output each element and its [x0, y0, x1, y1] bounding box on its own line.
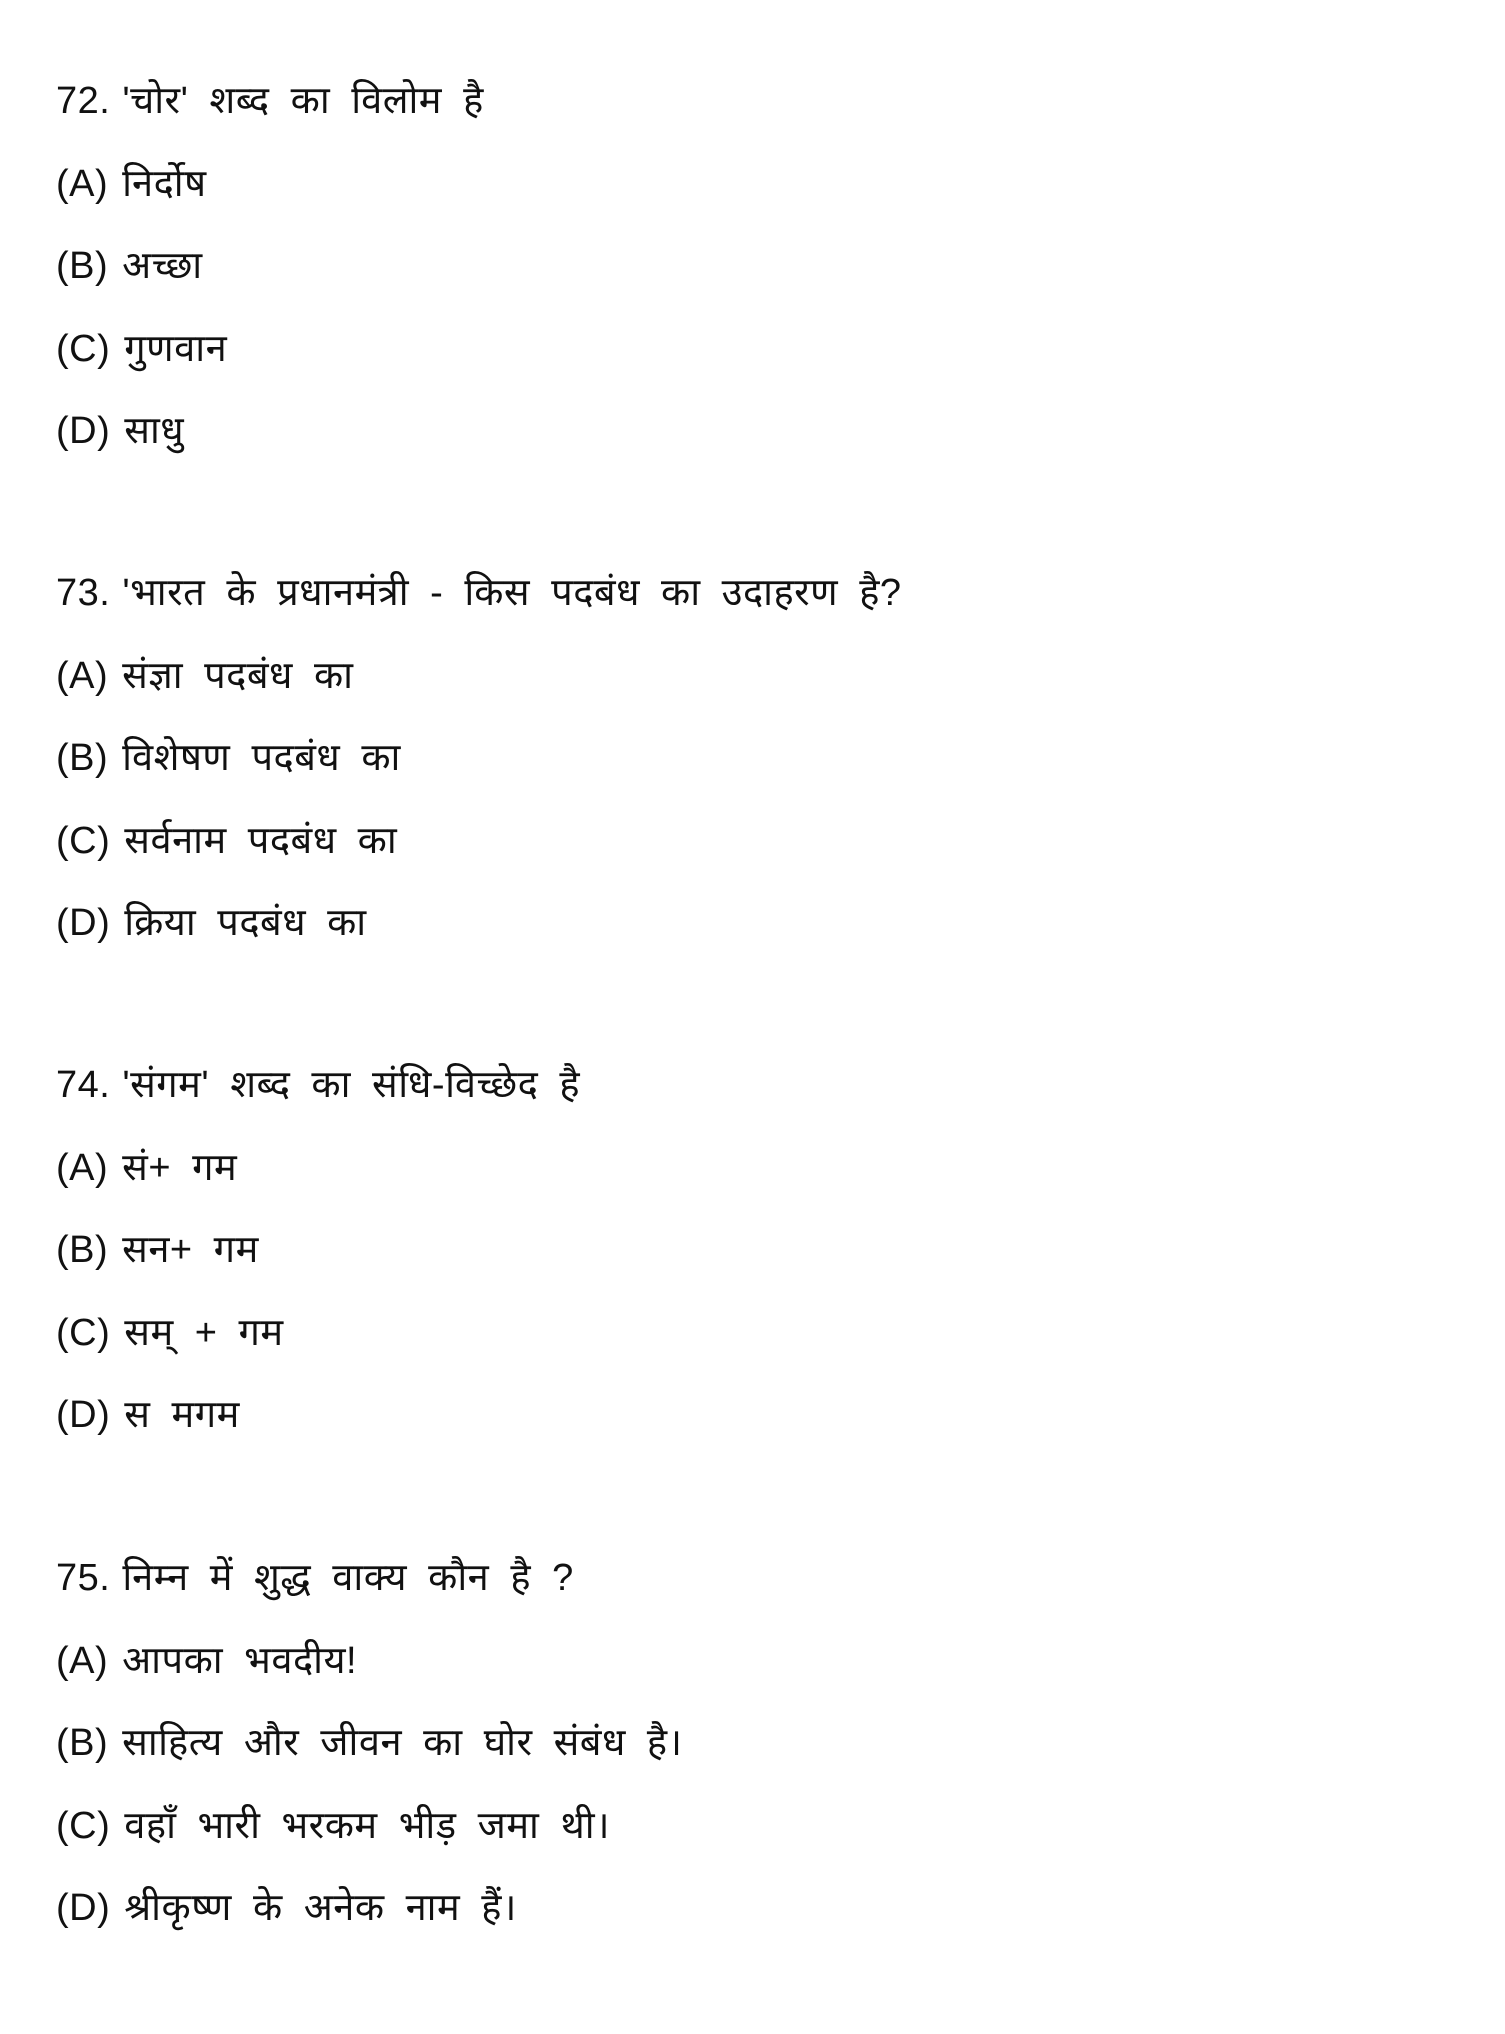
question-number: 75.: [56, 1557, 111, 1599]
option-b: [56, 1721, 1456, 1804]
question-stem: [56, 79, 1456, 162]
option-letter: (D): [56, 1394, 111, 1436]
option-text: निर्दोष: [122, 162, 207, 205]
option-letter: (D): [56, 1887, 111, 1929]
option-d: [56, 1886, 1456, 1969]
question-text: 'चोर' शब्द का विलोम है: [122, 80, 484, 122]
option-letter: (C): [56, 327, 111, 370]
option-d: [56, 1393, 1456, 1476]
question-stem: [56, 1063, 1456, 1146]
question-stem: [56, 1556, 1456, 1639]
option-text: संज्ञा पदबंध का: [122, 654, 354, 697]
question-number: 74.: [56, 1064, 111, 1106]
option-text: गुणवान: [124, 327, 228, 370]
option-a: [56, 1639, 1456, 1722]
option-text: स मगम: [124, 1394, 240, 1436]
question-73: [56, 571, 1456, 984]
option-letter: (A): [56, 654, 109, 697]
option-letter: (B): [56, 1229, 109, 1271]
option-b: [56, 244, 1456, 327]
option-c: [56, 1804, 1456, 1887]
option-text: अच्छा: [122, 245, 203, 287]
question-text: 'संगम' शब्द का संधि-विच्छेद है: [122, 1064, 581, 1106]
option-letter: (A): [56, 1146, 109, 1189]
option-a: [56, 162, 1456, 245]
option-d: [56, 901, 1456, 984]
option-b: [56, 1228, 1456, 1311]
option-text: साधु: [124, 410, 185, 452]
option-text: सं+ गम: [122, 1146, 238, 1189]
question-text: निम्न में शुद्ध वाक्य कौन है ?: [122, 1557, 574, 1599]
option-c: [56, 1311, 1456, 1394]
option-a: [56, 1146, 1456, 1229]
question-number: 72.: [56, 80, 111, 122]
option-text: श्रीकृष्ण के अनेक नाम हैं।: [124, 1887, 517, 1929]
option-letter: (C): [56, 1311, 111, 1354]
option-letter: (B): [56, 737, 109, 779]
option-letter: (B): [56, 245, 109, 287]
option-c: [56, 327, 1456, 410]
question-number: 73.: [56, 572, 111, 614]
option-b: [56, 736, 1456, 819]
option-text: आपका भवदीय!: [122, 1639, 358, 1682]
question-text: 'भारत के प्रधानमंत्री - किस पदबंध का उदाहरण है?: [122, 572, 902, 614]
question-74: [56, 1063, 1456, 1476]
option-letter: (B): [56, 1722, 109, 1764]
option-text: सम् + गम: [124, 1311, 284, 1354]
option-d: [56, 409, 1456, 492]
option-text: साहित्य और जीवन का घोर संबंध है।: [122, 1722, 683, 1764]
option-letter: (D): [56, 902, 111, 944]
option-letter: (C): [56, 819, 111, 862]
option-text: क्रिया पदबंध का: [124, 902, 367, 944]
question-stem: [56, 571, 1456, 654]
option-letter: (D): [56, 410, 111, 452]
option-letter: (A): [56, 1639, 109, 1682]
option-text: सर्वनाम पदबंध का: [124, 819, 398, 862]
option-a: [56, 654, 1456, 737]
option-letter: (A): [56, 162, 109, 205]
question-72: [56, 79, 1456, 492]
option-text: सन+ गम: [122, 1229, 259, 1271]
option-text: विशेषण पदबंध का: [122, 737, 401, 779]
question-75: [56, 1556, 1456, 1969]
option-text: वहाँ भारी भरकम भीड़ जमा थी।: [124, 1804, 610, 1847]
option-c: [56, 819, 1456, 902]
option-letter: (C): [56, 1804, 111, 1847]
